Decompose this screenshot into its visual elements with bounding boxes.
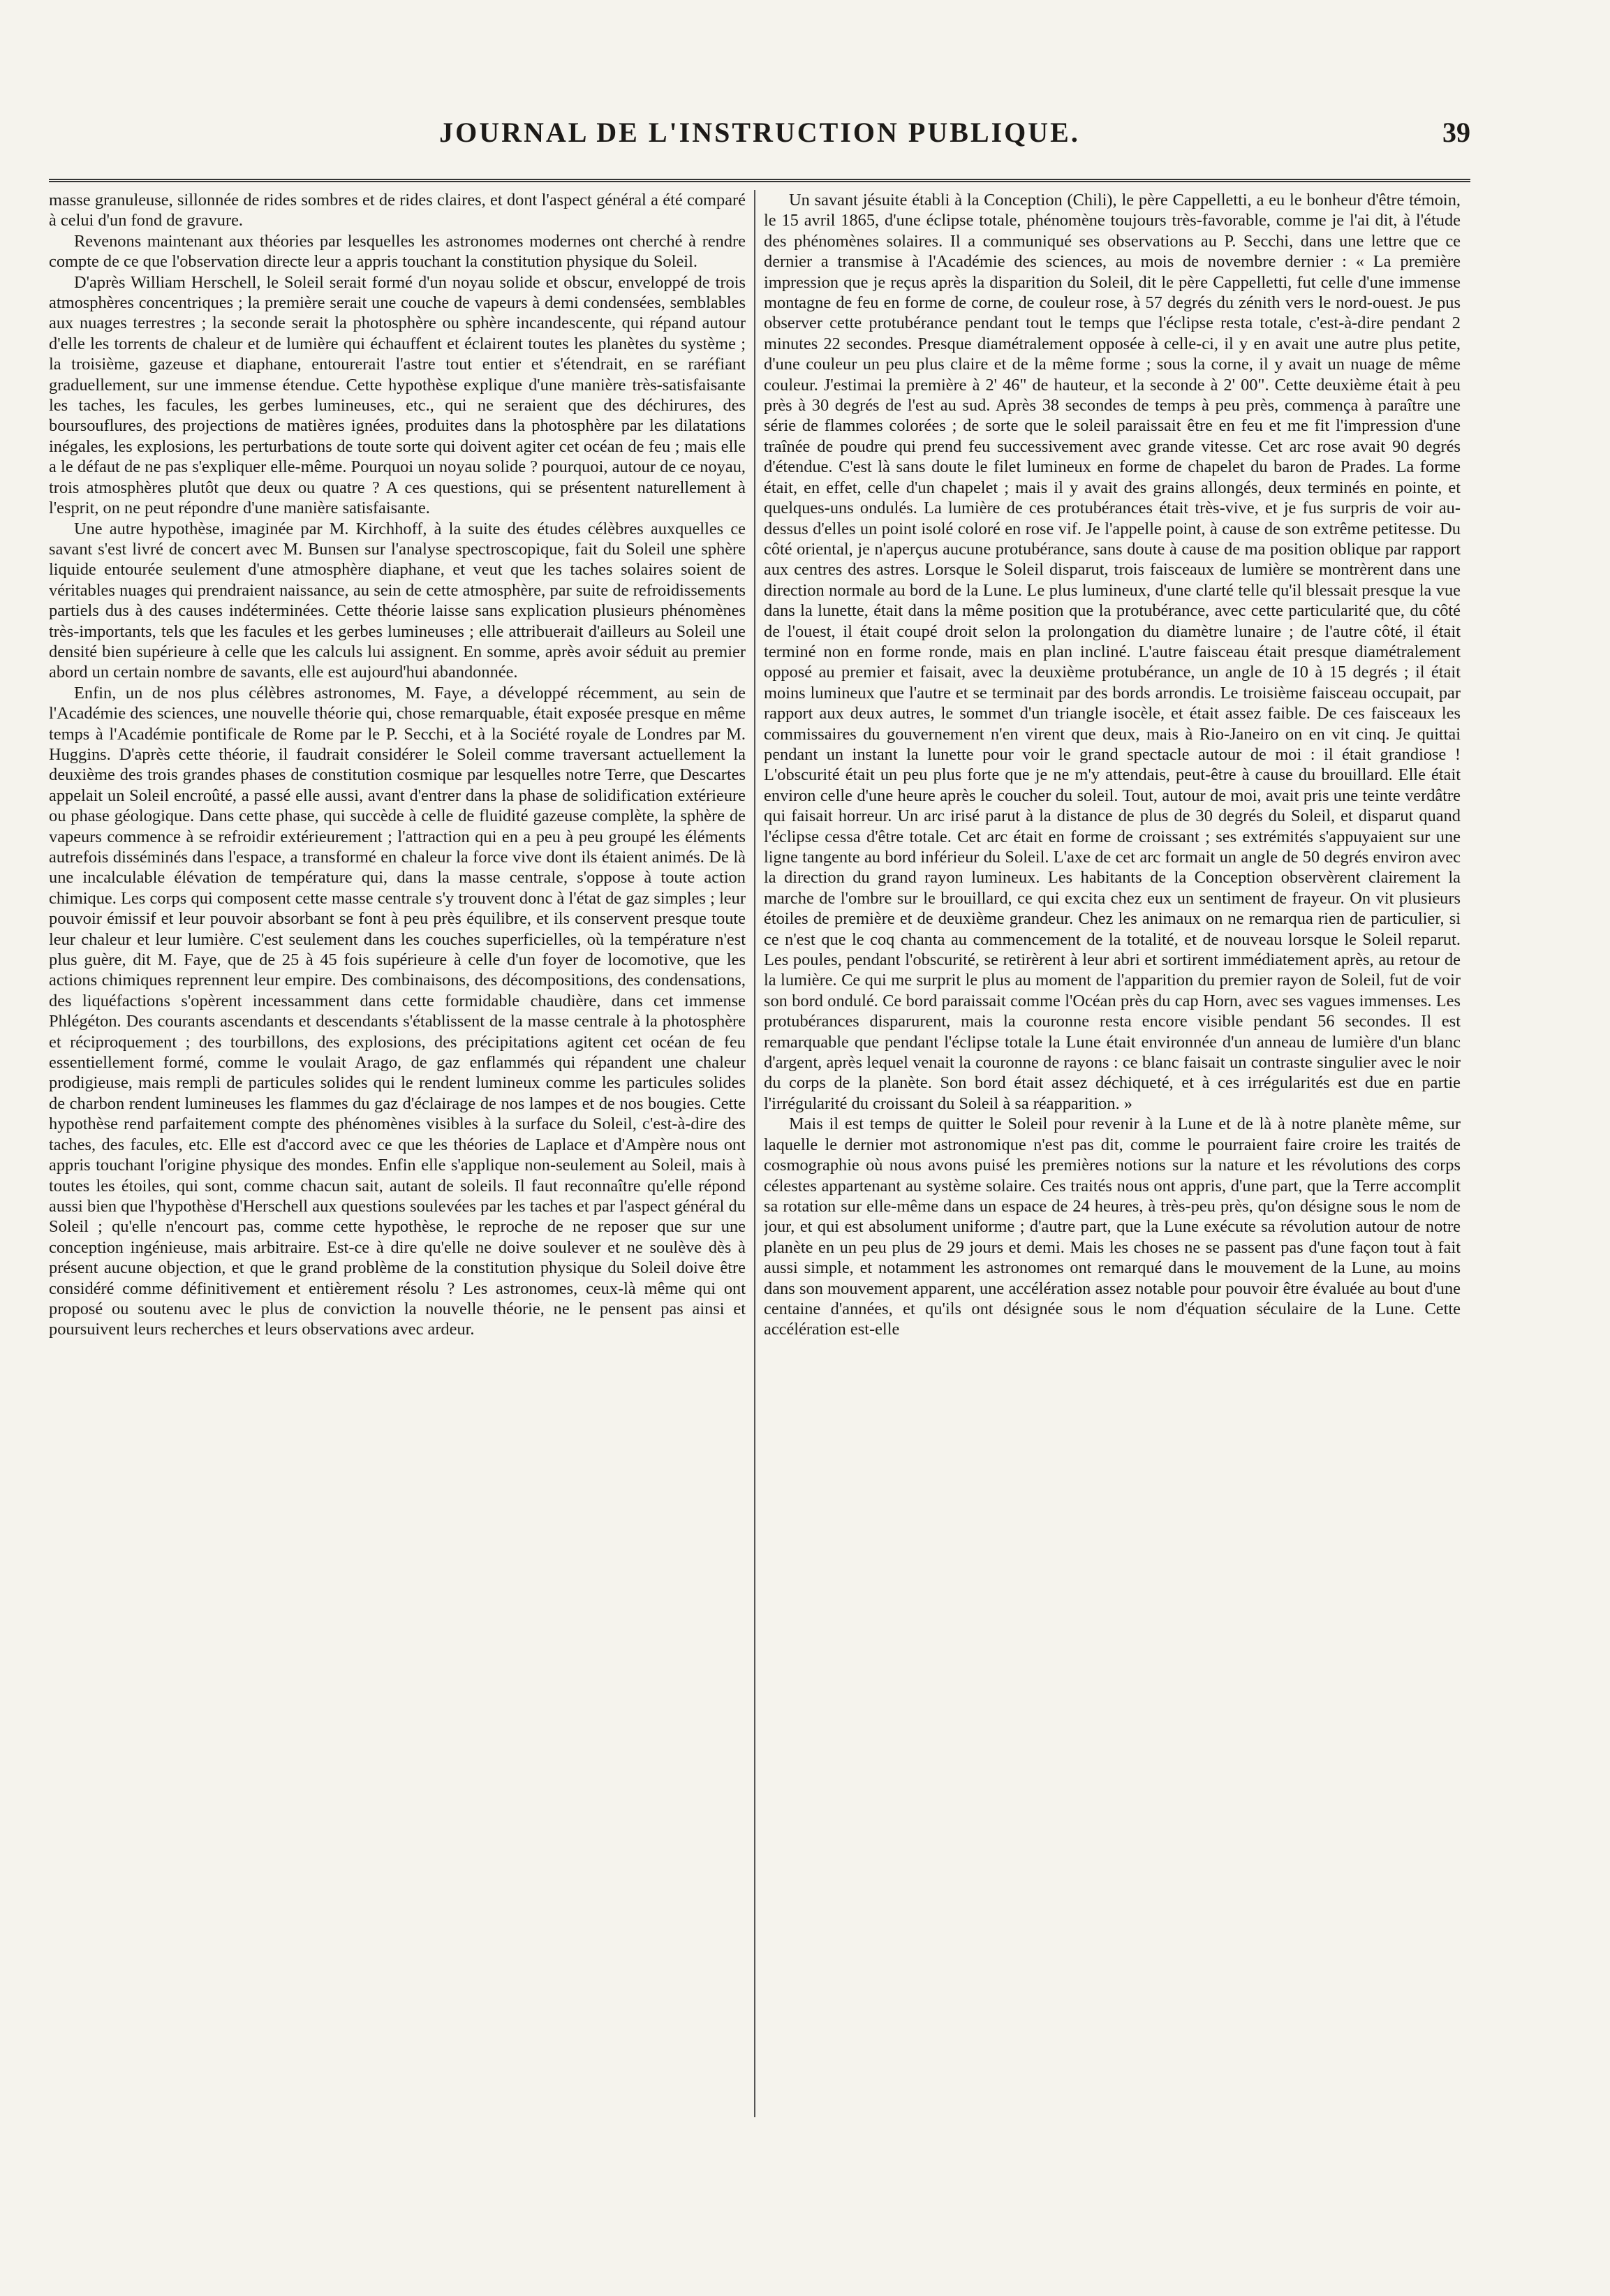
header-rule [49, 179, 1470, 182]
running-head [49, 112, 1470, 154]
paragraph: masse granuleuse, sillonnée de rides sombres et de rides claires, et dont l'aspect général a été comparé à celui d'un fond de gravure. [49, 191, 746, 230]
paragraph: D'après William Herschell, le Soleil serait formé d'un noyau solide et obscur, enveloppé de trois atmosphères concentriques ; la première serait une couche de vapeurs à demi condensées, semblables aux nuages terrestres ; la seconde serait la photosphère ou sphère incandescente, qui répand autour d'elle les torrents de chaleur et de lumière qui échauffent et éclairent toutes les planètes du système ; la troisième, gazeuse et diaphane, entourerait l'astre tout entier et s'étendrait, en se raréfiant graduellement, sur une immense étendue. Cette hypothèse explique d'une manière très-satisfaisante les taches, les facules, les gerbes lumineuses, etc., qui ne seraient que des déchirures, des boursouflures, des projections de matières ignées, produites dans la photosphère par les dilatations inégales, les explosions, les perturbations de toute sorte qui doivent agiter cet océan de feu ; mais elle a le défaut de ne pas s'expliquer elle-même. Pourquoi un noyau solide ? pourquoi, autour de ce noyau, trois atmosphères plutôt que deux ou quatre ? A ces questions, qui se présentent naturellement à l'esprit, on ne peut répondre d'une manière satisfaisante. [49, 272, 746, 518]
column-divider [754, 190, 755, 2117]
paragraph: Enfin, un de nos plus célèbres astronomes, M. Faye, a développé récemment, au sein de l'Académie des sciences, une nouvelle théorie qui, chose remarquable, était exposée presque en même temps à l'Académie pontificale de Rome par le P. Secchi, et à la Société royale de Londres par M. Huggins. D'après cette théorie, il faudrait considérer le Soleil comme traversant actuellement la deuxième des trois grandes phases de constitution cosmique par lesquelles notre Terre, que Descartes appelait un Soleil encroûté, a passé elle aussi, avant d'entrer dans la phase de solidification extérieure ou phase géologique. Dans cette phase, qui succède à celle de fluidité gazeuse complète, la sphère de vapeurs commence à se refroidir extérieurement ; l'attraction qui en a peu à peu groupé les éléments autrefois disséminés dans l'espace, a transformé en chaleur la force vive dont ils étaient animés. De là une incalculable élévation de température qui, dans la masse centrale, s'oppose à toute action chimique. Les corps qui composent cette masse centrale s'y trouvent donc à l'état de gaz simples ; leur pouvoir émissif et leur pouvoir absorbant se font à peu près équilibre, et ils conservent presque toute leur chaleur et leur lumière. C'est seulement dans les couches superficielles, où la température n'est plus guère, dit M. Faye, que de 25 à 45 fois supérieure à celle d'un foyer de locomotive, que les actions chimiques reprennent leur empire. Des combinaisons, des décompositions, des condensations, des liquéfactions s'opèrent incessamment dans cette formidable chaudière, dans cet immense Phlégéton. Des courants ascendants et descendants s'établissent de la masse centrale à la photosphère et réciproquement ; des tourbillons, des explosions, des précipitations agitent cet océan de feu essentiellement formé, comme le voulait Arago, de gaz enflammés qui répandent une chaleur prodigieuse, mais rempli de particules solides qui le rendent lumineux comme les particules solides de charbon rendent lumineuses les flammes du gaz d'éclairage de nos lampes et de nos bougies. Cette hypothèse rend parfaitement compte des phénomènes visibles à la surface du Soleil, c'est-à-dire des taches, des facules, etc. Elle est d'accord avec ce que les théories de Laplace et d'Ampère nous ont appris touchant l'origine physique des mondes. Enfin elle s'applique non-seulement au Soleil, mais à toutes les étoiles, qui sont, comme chacun sait, autant de soleils. Il faut reconnaître qu'elle répond aussi bien que l'hypothèse d'Herschell aux questions soulevées par les taches et par l'aspect général du Soleil ; qu'elle n'encourt pas, comme cette hypothèse, le reproche de ne reposer que sur une conception ingénieuse, mais arbitraire. Est-ce à dire qu'elle ne doive soulever et ne soulève dès à présent aucune objection, et que le grand problème de la constitution physique du Soleil doive être considéré comme définitivement et entièrement résolu ? Les astronomes, ceux-là même qui ont proposé ou soutenu avec le plus de conviction la nouvelle théorie, ne le pensent pas ainsi et poursuivent leurs recherches et leurs observations avec ardeur. [49, 683, 746, 1339]
paragraph: Un savant jésuite établi à la Conception (Chili), le père Cappelletti, a eu le bonheur d'être témoin, le 15 avril 1865, d'une éclipse totale, phénomène toujours très-favorable, comme je l'ai dit, à l'étude des phénomènes solaires. Il a communiqué ses observations au P. Secchi, dans une lettre que ce dernier a transmise à l'Académie des sciences, au mois de novembre dernier : « La première impression que je reçus après la disparition du Soleil, dit le père Cappelletti, fut celle d'une immense montagne de feu en forme de corne, de couleur rose, à 57 degrés du zénith vers le nord-ouest. Je pus observer cette protubérance pendant tout le temps que l'éclipse resta totale, c'est-à-dire pendant 2 minutes 22 secondes. Presque diamétralement opposée à celle-ci, il y en avait une autre plus petite, d'une couleur un peu plus claire et de la même forme ; sous la corne, il y avait un nuage de même couleur. J'estimai la première à 2' 46" de hauteur, et la seconde à 2' 00". Cette deuxième était à peu près à 30 degrés de l'est au sud. Après 38 secondes de temps à peu près, commença à paraître une série de flammes colorées ; de sorte que le soleil paraissait être en feu et me fit l'impression d'une traînée de poudre qui prend feu successivement avec grande vitesse. Cet arc rose avait 90 degrés d'étendue. C'est là sans doute le filet lumineux en forme de chapelet du baron de Prades. La forme était, en effet, celle d'un chapelet ; mais il y avait des grains allongés, deux terminés en pointe, et quelques-uns ondulés. La lumière de ces protubérances était très-vive, et je fus surpris de voir au-dessus d'elles un point isolé coloré en rose vif. Je l'appelle point, à cause de son extrême petitesse. Du côté oriental, je n'aperçus aucune protubérance, sans doute à cause de ma position oblique par rapport aux centres des astres. Lorsque le Soleil disparut, trois faisceaux de lumière se montrèrent dans une direction normale au bord de la Lune. Le plus lumineux, d'une clarté telle qu'il blessait presque la vue dans la lunette, était dans la même position que la protubérance, avec cette particularité que, du côté de l'ouest, il était coupé droit selon la prolongation du diamètre lunaire ; de l'autre côté, il était terminé non en forme ronde, mais en plan incliné. L'autre faisceau était presque diamétralement opposé au premier et faisait, avec la deuxième protubérance, un angle de 10 à 15 degrés ; il était moins lumineux que l'autre et se terminait par des bords arrondis. Le troisième faisceau occupait, par rapport aux deux autres, le sommet d'un triangle isocèle, et était assez faible. De ces faisceaux les commissaires du gouvernement n'en virent que deux, mais à Rio-Janeiro on en vit cinq. Je quittai pendant un instant la lunette pour voir le grand spectacle autour de moi : il était grandiose ! L'obscurité était un peu plus forte que je ne m'y attendais, peut-être à cause du brouillard. Elle était environ celle d'une heure après le coucher du soleil. Tout, autour de moi, avait pris une teinte verdâtre qui faisait horreur. Un arc irisé parut à la distance de plus de 30 degrés du Soleil, et disparut quand l'éclipse cessa d'être totale. Cet arc était en forme de croissant ; ses extrémités s'appuyaient sur une ligne tangente au bord inférieur du Soleil. L'axe de cet arc formait un angle de 50 degrés environ avec la direction du grand rayon lumineux. Les habitants de la Conception observèrent clairement la marche de l'ombre sur le brouillard, ce qui excita chez eux un sentiment de frayeur. On vit plusieurs étoiles de première et de deuxième grandeur. Chez les animaux on ne remarqua rien de particulier, si ce n'est que le coq chanta au commencement de la totalité, et de nouveau lorsque le Soleil reparut. Les poules, pendant l'obscurité, se retirèrent à leur abri et sortirent immédiatement après, au retour de la lumière. Ce qui me surprit le plus au moment de l'apparition du premier rayon de Soleil, fut de voir son bord ondulé. Ce bord paraissait comme l'Océan près du cap Horn, avec ses vagues immenses. Les protubérances disparurent, mais la couronne resta encore visible pendant 56 secondes. Il est remarquable que pendant l'éclipse totale la Lune était environnée d'un anneau de lumière d'un blanc d'argent, après lequel venait la couronne de rayons : ce blanc faisait un contraste singulier avec le noir du corps de la planète. Son bord était assez déchiqueté, et à ces irrégularités est due en partie l'irrégularité du croissant du Soleil à sa réapparition. » [764, 191, 1461, 1113]
paragraph: Une autre hypothèse, imaginée par M. Kirchhoff, à la suite des études célèbres auxquelles ce savant s'est livré de concert avec M. Bunsen sur l'analyse spectroscopique, fait du Soleil une sphère liquide entourée seulement d'une atmosphère diaphane, et veut que les taches solaires soient de véritables nuages qui prendraient naissance, au sein de cette atmosphère, par suite de refroidissements partiels dus à des causes indéterminées. Cette théorie laisse sans explication plusieurs phénomènes très-importants, tels que les facules et les gerbes lumineuses ; elle attribuerait d'ailleurs au Soleil une densité bien supérieure à celle que les calculs lui assignent. En somme, après avoir séduit au premier abord un certain nombre de savants, elle est aujourd'hui abandonnée. [49, 519, 746, 682]
page-number: 39 [1442, 117, 1470, 148]
journal-title: JOURNAL DE L'INSTRUCTION PUBLIQUE. [439, 117, 1080, 148]
right-column [764, 190, 1461, 2117]
paragraph: Revenons maintenant aux théories par lesquelles les astronomes modernes ont cherché à rendre compte de ce que l'observation directe leur a appris touchant la constitution physique du Soleil. [49, 231, 746, 272]
paragraph: Mais il est temps de quitter le Soleil pour revenir à la Lune et de là à notre planète même, sur laquelle le dernier mot astronomique n'est pas dit, comme le pourraient faire croire les traités de cosmographie où nous avons puisé les premières notions sur la nature et les révolutions des corps célestes appartenant au système solaire. Ces traités nous ont appris, d'une part, que la Terre accomplit sa rotation sur elle-même dans un espace de 24 heures, à très-peu près, qu'on désigne sous le nom de jour, et qui est absolument uniforme ; d'autre part, que la Lune exécute sa révolution autour de notre planète en un peu plus de 29 jours et demi. Mais les choses ne se passent pas d'une façon tout à fait aussi simple, et notamment les astronomes ont remarqué dans le mouvement de la Lune, au moins dans son mouvement apparent, une accélération assez notable pour pouvoir être évaluée au bout d'une centaine d'années, et qu'ils ont désignée sous le nom d'équation séculaire de la Lune. Cette accélération est-elle [764, 1114, 1461, 1339]
left-column [49, 190, 746, 2117]
